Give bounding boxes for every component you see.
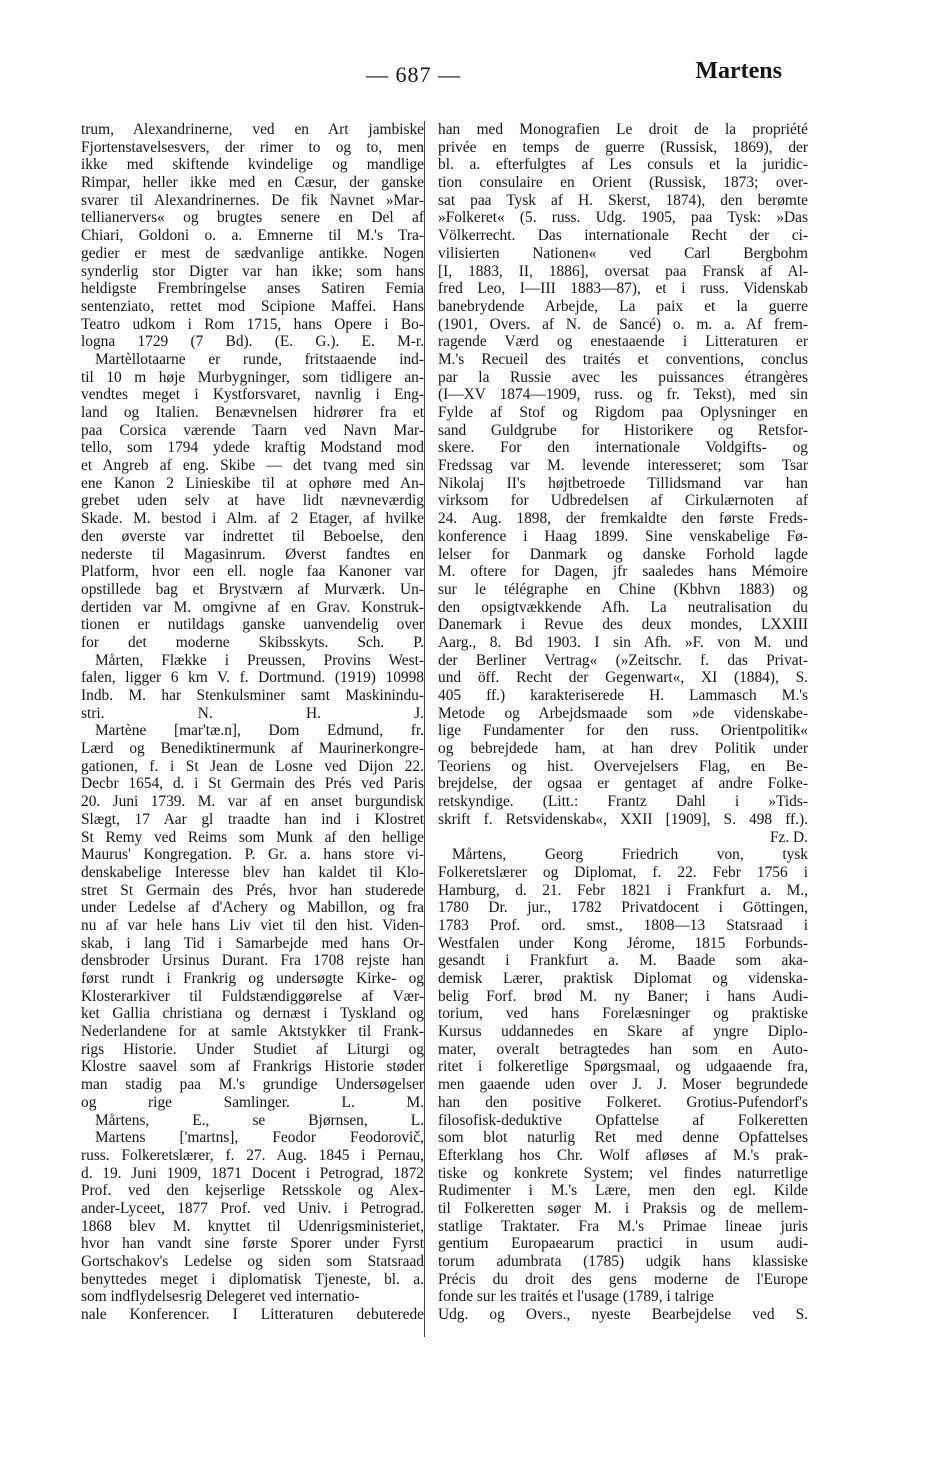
text-line: ragende Værd og enestaaende i Litteraturen er bbox=[438, 333, 808, 351]
text-line: fred Leo, I—III 1883—87), et i russ. Videnskab bbox=[438, 280, 808, 298]
text-line: Aarg., 8. Bd 1903. I sin Afh. »F. von M. und bbox=[438, 633, 808, 651]
text-line: sand Guldgrube for Historikere og Retsfor- bbox=[438, 421, 808, 439]
text-line: til 10 m høje Murbygninger, som tidligere an- bbox=[81, 368, 424, 386]
text-line: gationen, f. i St Jean de Losne ved Dijon 22. bbox=[81, 757, 424, 775]
text-line: tion consulaire en Orient (Russisk, 1873; over- bbox=[438, 174, 808, 192]
text-line: M.'s Recueil des traités et conventions, conclus bbox=[438, 350, 808, 368]
text-line: vendtes meget i Kystforsvaret, navnlig i Eng- bbox=[81, 386, 424, 404]
text-line: skere. For den internationale Voldgifts- og bbox=[438, 439, 808, 457]
text-line: (1901, Overs. af N. de Sancé) o. m. a. Af frem- bbox=[438, 315, 808, 333]
text-line: stri. N. H. J. bbox=[81, 704, 424, 722]
text-line: Udg. og Overs., nyeste Bearbejdelse ved S. bbox=[438, 1306, 808, 1324]
text-line: Martène [mar'tæ.n], Dom Edmund, fr. bbox=[95, 722, 424, 740]
text-line: 24. Aug. 1898, der fremkaldte den første Freds- bbox=[438, 510, 808, 528]
text-line: Mårtens, Georg Friedrich von, tysk bbox=[452, 846, 808, 864]
text-line: konference i Haag 1899. Sine venskabelige Fø- bbox=[438, 527, 808, 545]
text-line: Fjortenstavelsesvers, der rimer to og to, men bbox=[81, 138, 424, 156]
text-line: grebet uden selv at have lidt nævneværdig bbox=[81, 492, 424, 510]
text-line: og bebrejdede ham, at han drev Politik under bbox=[438, 740, 808, 758]
text-line: falen, ligger 6 km V. f. Dortmund. (1919) 10998 bbox=[81, 669, 424, 687]
text-line: han den positive Folkeret. Grotius-Pufendorf's bbox=[438, 1093, 808, 1111]
text-line: d. 19. Juni 1909, 1871 Docent i Petrograd, 1872 bbox=[81, 1164, 424, 1182]
text-line: under Ledelse af d'Achery og Mabillon, og fra bbox=[81, 899, 424, 917]
text-line: sat paa Tysk af H. Skerst, 1874), den berømte bbox=[438, 191, 808, 209]
text-line: for det moderne Skibsskyts. Sch. P. bbox=[81, 633, 424, 651]
text-line: den opsigtvækkende Afh. La neutralisation du bbox=[438, 598, 808, 616]
text-line: logna 1729 (7 Bd). (E. G.). E. M-r. bbox=[81, 333, 424, 351]
text-line: par la Russie avec les puissances étrangères bbox=[438, 368, 808, 386]
text-line: Martens ['martns], Feodor Feodorovič, bbox=[95, 1129, 424, 1147]
text-line: paa Corsica værende Taarn ved Navn Mar- bbox=[81, 421, 424, 439]
text-line: russ. Folkeretslærer, f. 27. Aug. 1845 i Pernau, bbox=[81, 1146, 424, 1164]
text-line: statlige Traktater. Fra M.'s Primae lineae juris bbox=[438, 1217, 808, 1235]
text-line: Mårten, Flække i Preussen, Provins West- bbox=[95, 651, 424, 669]
text-line: ander-Lyceet, 1877 Prof. ved Univ. i Petrograd. bbox=[81, 1199, 424, 1217]
text-line: som indflydelsesrig Delegeret ved internatio- bbox=[81, 1288, 360, 1306]
text-line: Indb. M. har Stenkulsminer samt Maskinindu- bbox=[81, 687, 424, 704]
text-line: Chiari, Goldoni o. a. Emnerne til M.'s Tra- bbox=[81, 227, 424, 245]
text-line: privée en temps de guerre (Russisk, 1869), der bbox=[438, 138, 808, 156]
text-line: hvor han vandt sine første Sporer under Fyrst bbox=[81, 1235, 424, 1253]
text-line: »Folkeret« (5. russ. Udg. 1905, paa Tysk: »Das bbox=[438, 209, 808, 227]
text-line: nederste til Magasinrum. Øverst fandtes en bbox=[81, 545, 424, 563]
text-line: stret St Germain des Prés, hvor han studerede bbox=[81, 881, 424, 899]
text-line: Klostre saavel som af Frankrigs Historie støder bbox=[81, 1058, 424, 1076]
left-column bbox=[81, 121, 424, 1324]
running-head: Martens bbox=[695, 58, 782, 84]
text-line: tionen er nutildags ganske uanvendelig over bbox=[81, 616, 424, 634]
text-line: vilisierten Nationen« ved Carl Bergbohm bbox=[438, 244, 808, 262]
text-line: tellianervers« og brugtes senere en Del af bbox=[81, 209, 424, 227]
text-line: Fz. D. bbox=[769, 828, 808, 846]
text-line: nale Konferencer. I Litteraturen debuterede bbox=[81, 1306, 424, 1324]
text-line: M. oftere for Dagen, jfr saaledes hans Mémoire bbox=[438, 563, 808, 581]
text-line: mater, overalt betragtedes han som en Auto- bbox=[438, 1040, 808, 1058]
right-column bbox=[438, 121, 808, 1324]
text-line: torium, ved hans Forelæsninger og praktiske bbox=[438, 1005, 808, 1023]
text-line: densbroder Ursinus Durant. Fra 1708 rejste han bbox=[81, 952, 424, 970]
text-line: Völkerrecht. Das internationale Recht der ci- bbox=[438, 227, 808, 245]
column-divider bbox=[424, 121, 425, 1337]
text-line: sentenziato, rettet mod Scipione Maffei. Hans bbox=[81, 297, 424, 315]
text-line: virksom for Udbredelsen af Cirkulærnoten af bbox=[438, 492, 808, 510]
text-line: Skade. M. bestod i Alm. af 2 Etager, af hvilke bbox=[81, 510, 424, 528]
text-line: først rundt i Frankrig og undersøgte Kirke- og bbox=[81, 970, 424, 987]
text-line: Mårtens, E., se Bjørnsen, L. bbox=[95, 1111, 424, 1129]
text-line: denskabelige Interesse blev han kaldet til Klo- bbox=[81, 863, 424, 881]
text-line: den øverste var indrettet til Beboelse, den bbox=[81, 527, 424, 545]
text-line: et Angreb af eng. Skibe — det tvang med sin bbox=[81, 457, 424, 475]
text-line: Klosterarkiver til Fuldstændiggørelse af Vær- bbox=[81, 987, 424, 1005]
text-line: som blot naturlig Ret med denne Opfattelses bbox=[438, 1129, 808, 1147]
text-line: St Remy ved Reims som Munk af den hellige bbox=[81, 828, 424, 846]
text-line: [I, 1883, II, 1886], oversat paa Fransk af Al- bbox=[438, 262, 808, 280]
text-line: fonde sur les traités et l'usage (1789, i talrige bbox=[438, 1288, 714, 1306]
text-line: rigs Historie. Under Studiet af Liturgi og bbox=[81, 1040, 424, 1058]
text-line: belig Forf. brød M. ny Baner; i hans Audi- bbox=[438, 987, 808, 1005]
text-line: Rimpar, heller ikke med en Cæsur, der ganske bbox=[81, 174, 424, 192]
text-line: tiske og konkrete System; vel findes naturretlige bbox=[438, 1164, 808, 1182]
text-line: tello, som 1794 ydede kraftig Modstand mod bbox=[81, 439, 424, 457]
text-line: sur le télégraphe en Chine (Kbhvn 1883) og bbox=[438, 580, 808, 598]
text-line: til Folkeretten søger M. i Praksis og de mellem- bbox=[438, 1199, 808, 1217]
text-line: und öff. Recht der Gegenwart«, XI (1884), S. bbox=[438, 669, 808, 687]
text-line: Teoriens og hist. Overvejelsers Flag, en Be- bbox=[438, 757, 808, 775]
text-line: Westfalen under Kong Jérome, 1815 Forbunds- bbox=[438, 934, 808, 952]
text-line: ritet i folkeretlige Spørgsmaal, og udgaaende fra, bbox=[438, 1058, 808, 1076]
text-line: Lærd og Benediktinermunk af Maurinerkongre- bbox=[81, 740, 424, 758]
text-line: 20. Juni 1739. M. var af en anset burgundisk bbox=[81, 793, 424, 811]
text-line: brejdelse, der ogsaa er gentaget af andre Folke- bbox=[438, 775, 808, 793]
text-line: skrift f. Retsvidenskab«, XXII [1909], S. 498 ff.). bbox=[438, 810, 808, 828]
text-line: 1868 blev M. knyttet til Udenrigsministeriet, bbox=[81, 1217, 424, 1235]
text-line: Nederlandene for at samle Aktstykker til Frank- bbox=[81, 1023, 424, 1041]
text-line: og rige Samlinger. L. M. bbox=[81, 1093, 424, 1111]
text-line: (I—XV 1874—1909, russ. og fr. Tekst), med sin bbox=[438, 386, 808, 404]
text-line: Rudimenter i M.'s Lære, men den egl. Kilde bbox=[438, 1182, 808, 1200]
text-line: Efterklang hos Chr. Wolf afløses af M.'s prak- bbox=[438, 1146, 808, 1164]
text-line: men gaaende uden over J. J. Moser begrundede bbox=[438, 1076, 808, 1094]
text-line: Précis du droit des gens moderne de l'Europe bbox=[438, 1270, 808, 1288]
text-line: gedier er mest de sædvanlige antikke. Nogen bbox=[81, 244, 424, 262]
text-line: Nikolaj II's højtbetroede Tillidsmand var han bbox=[438, 474, 808, 492]
text-line: Maurus' Kongregation. P. Gr. a. hans store vi- bbox=[81, 846, 424, 864]
text-line: filosofisk-deduktive Opfattelse af Folkeretten bbox=[438, 1111, 808, 1129]
text-line: dertiden var M. omgivne af en Grav. Konstruk- bbox=[81, 598, 424, 616]
text-line: retskyndige. (Litt.: Frantz Dahl i »Tids- bbox=[438, 793, 808, 811]
text-line: han med Monografien Le droit de la propriété bbox=[438, 121, 808, 138]
text-line: 1783 Prof. ord. smst., 1808—13 Statsraad i bbox=[438, 916, 808, 934]
text-line: svarer til Alexandrinernes. De fik Navnet »Mar- bbox=[81, 191, 424, 209]
page-header bbox=[0, 58, 928, 92]
text-line: gesandt i Frankfurt a. M. Baade som aka- bbox=[438, 952, 808, 970]
text-line: ene Kanon 2 Linieskibe til at ophøre med An- bbox=[81, 474, 424, 492]
text-line: benyttedes meget i diplomatisk Tjeneste, bl. a. bbox=[81, 1270, 424, 1288]
text-line: gentium Europaearum practici in usum audi- bbox=[438, 1235, 808, 1253]
text-line: skab, i lang Tid i Samarbejde med hans Or- bbox=[81, 934, 424, 952]
text-line: opstillede bag et Brystværn af Murværk. Un- bbox=[81, 580, 424, 598]
text-line: torum adumbrata (1785) udgik hans klassiske bbox=[438, 1253, 808, 1270]
text-line: Decbr 1654, d. i St Germain des Prés ved Paris bbox=[81, 775, 424, 793]
text-line: Fylde af Stof og Rigdom paa Oplysninger en bbox=[438, 404, 808, 421]
text-line: Prof. ved den kejserlige Retsskole og Alex- bbox=[81, 1182, 424, 1200]
text-line: Kursus uddannedes en Skare af yngre Diplo- bbox=[438, 1023, 808, 1041]
text-line: lige Fundamenter for den russ. Orientpolitik« bbox=[438, 722, 808, 740]
text-line: Gortschakov's Ledelse og siden som Statsraad bbox=[81, 1253, 424, 1270]
text-line: Metode og Arbejdsmaade som »de videnskabe- bbox=[438, 704, 808, 722]
text-line: Fredssag var M. levende interesseret; som Tsar bbox=[438, 457, 808, 475]
text-line: man stadig paa M.'s grundige Undersøgelser bbox=[81, 1076, 424, 1094]
text-line: nu af var hele hans Liv viet til den hist. Viden- bbox=[81, 916, 424, 934]
text-line: 405 ff.) karakteriserede H. Lammasch M.'s bbox=[438, 687, 808, 704]
text-line: bl. a. efterfulgtes af Les consuls et la juridic- bbox=[438, 156, 808, 174]
text-line: synderlig stor Digter var han ikke; som hans bbox=[81, 262, 424, 280]
text-line: Danemark i Revue des deux mondes, LXXIII bbox=[438, 616, 808, 634]
text-line: banebrydende Arbejde, La paix et la guerre bbox=[438, 297, 808, 315]
text-line: Folkeretslærer og Diplomat, f. 22. Febr 1756 i bbox=[438, 863, 808, 881]
text-line: der Berliner Vertrag« (»Zeitschr. f. das Privat- bbox=[438, 651, 808, 669]
text-line: 1780 Dr. jur., 1782 Privatdocent i Göttingen, bbox=[438, 899, 808, 917]
text-line: lelser for Danmark og danske Forhold lagde bbox=[438, 545, 808, 563]
text-line: Martèllotaarne er runde, fritstaaende ind- bbox=[95, 350, 424, 368]
text-line: ikke med skiftende kvindelige og mandlige bbox=[81, 156, 424, 174]
text-line: Slægt, 17 Aar gl traadte han ind i Klostret bbox=[81, 810, 424, 828]
page-number: — 687 — bbox=[366, 62, 461, 87]
text-line: Platform, hvor een ell. nogle faa Kanoner var bbox=[81, 563, 424, 581]
text-line: Hamburg, d. 21. Febr 1821 i Frankfurt a. M., bbox=[438, 881, 808, 899]
text-line: ket Gallia christiana og dernæst i Tyskland og bbox=[81, 1005, 424, 1023]
text-line: land og Italien. Benævnelsen hidrører fra et bbox=[81, 404, 424, 421]
text-line: Teatro udkom i Rom 1715, hans Opere i Bo- bbox=[81, 315, 424, 333]
text-line: demisk Lærer, praktisk Diplomat og videnska- bbox=[438, 970, 808, 987]
text-line: trum, Alexandrinerne, ved en Art jambiske bbox=[81, 121, 424, 138]
text-line: heldigste Frembringelse anses Satiren Femia bbox=[81, 280, 424, 298]
